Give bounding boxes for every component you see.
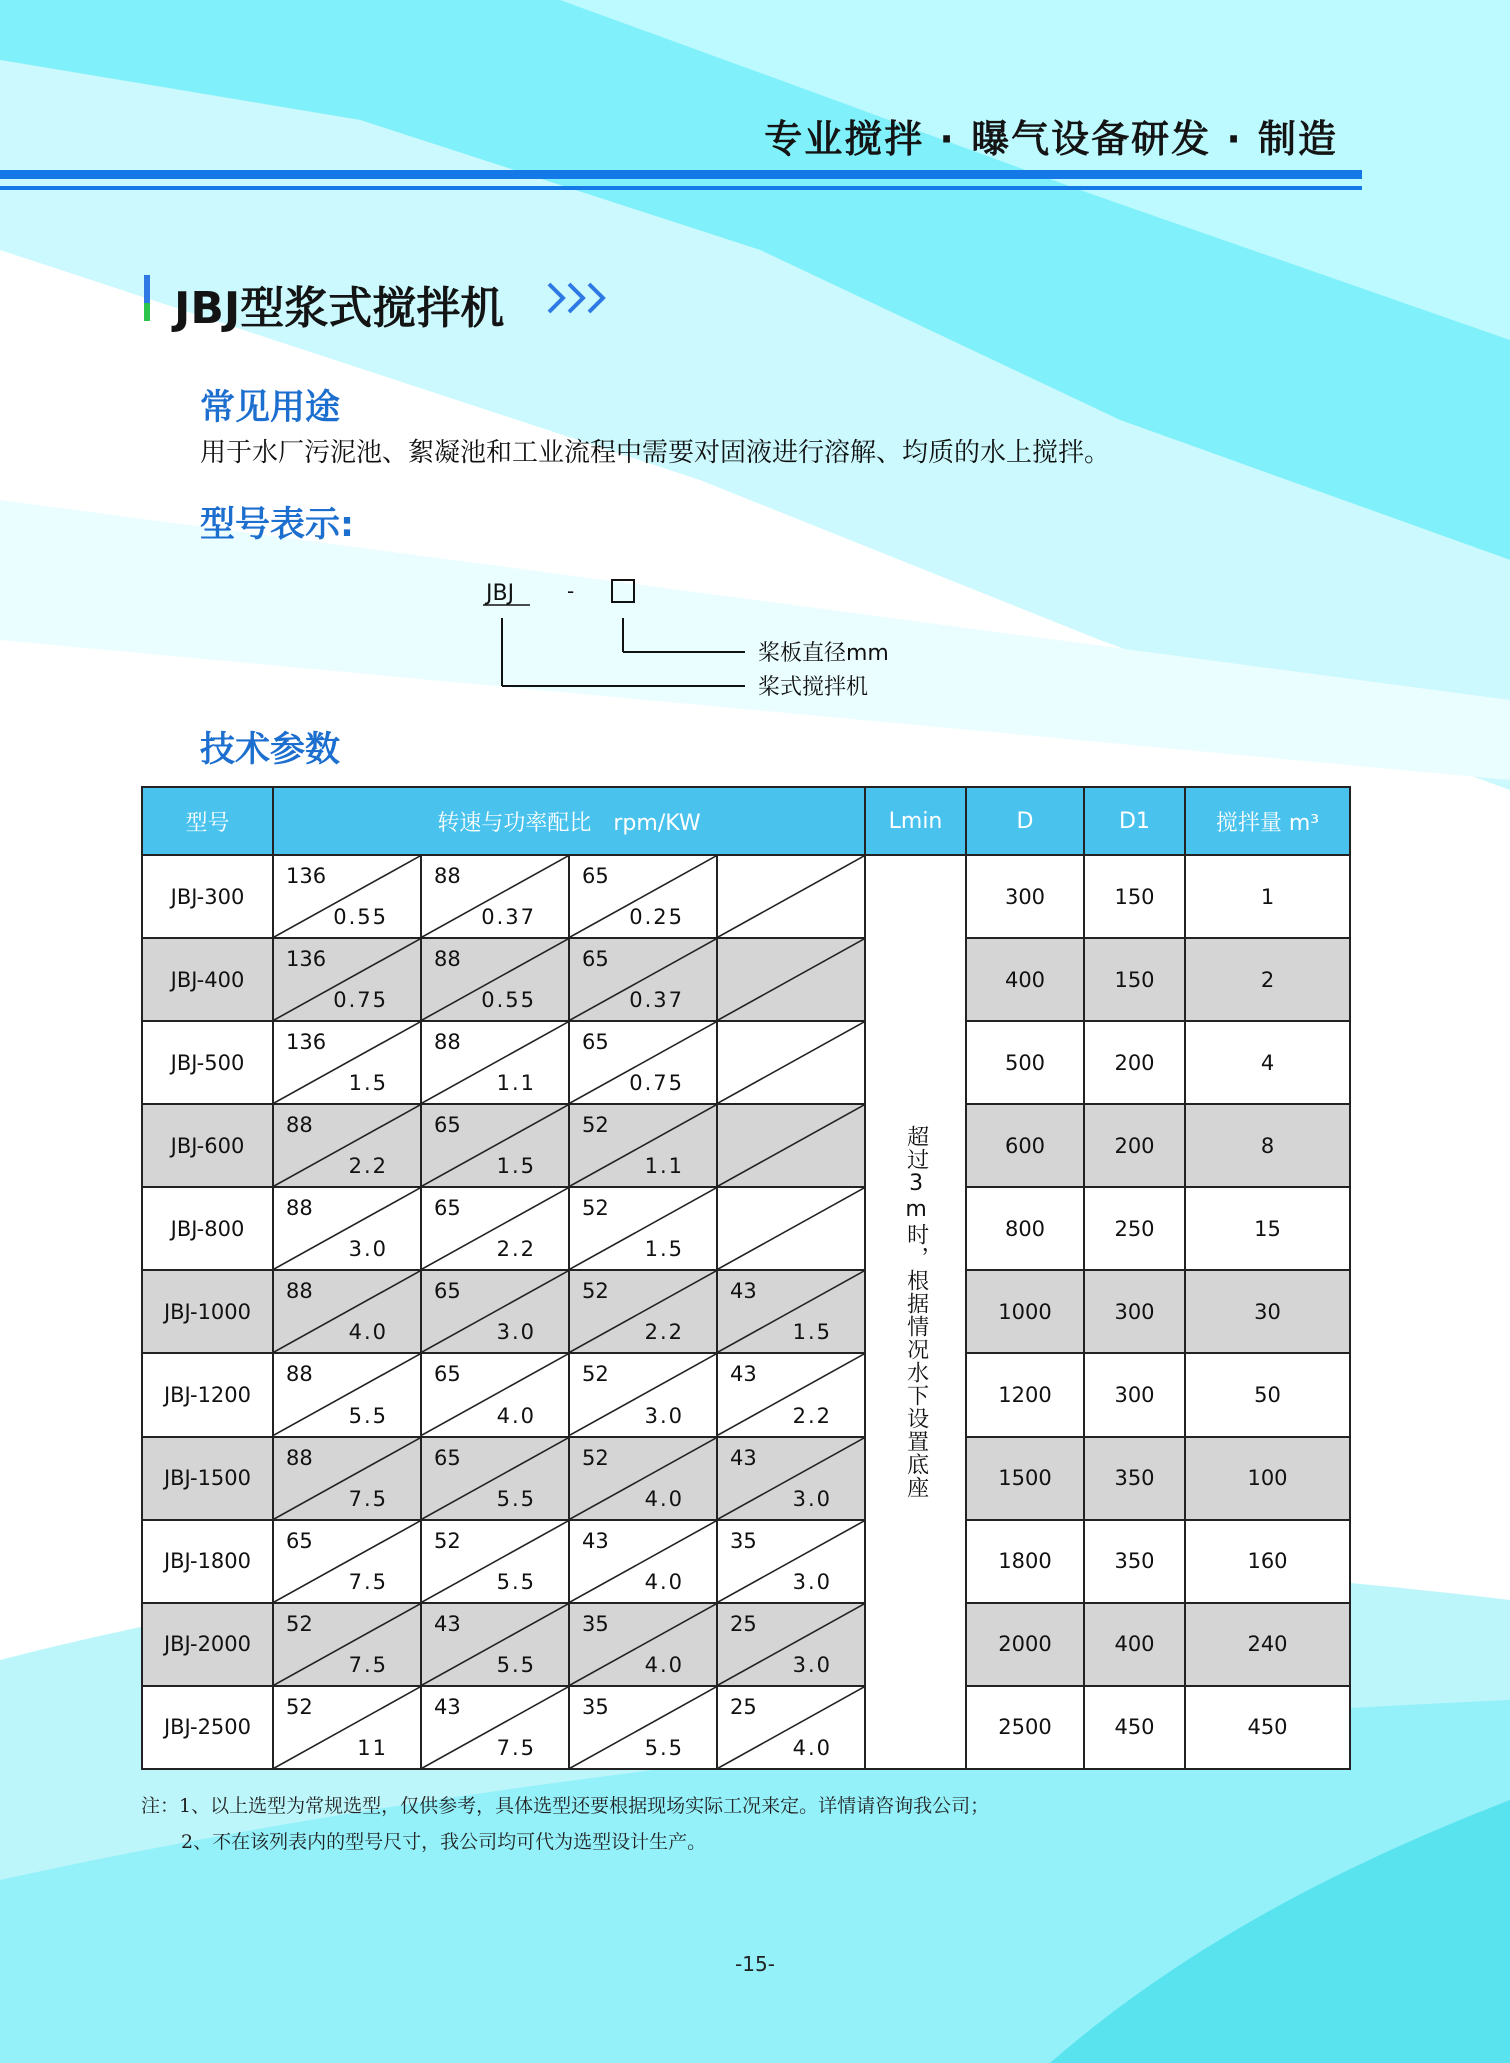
cell-volume: 450 (1185, 1686, 1350, 1769)
product-title: JBJ型浆式搅拌机 (174, 283, 505, 334)
cell-ratio (273, 1437, 421, 1520)
cell-ratio (421, 1104, 569, 1187)
page-number: -15- (735, 1952, 775, 1976)
cell-ratio (273, 855, 421, 938)
rpm-value: 43 (434, 1611, 461, 1636)
kw-value: 7.5 (348, 1569, 388, 1594)
cell-lmin-note (865, 855, 966, 1769)
table-row (142, 1603, 1350, 1686)
rpm-value: 43 (582, 1528, 609, 1553)
kw-value: 4.0 (792, 1736, 832, 1760)
cell-d: 2000 (966, 1603, 1084, 1686)
cell-ratio (569, 1686, 717, 1769)
kw-value: 3.0 (792, 1569, 832, 1594)
kw-value: 3.0 (792, 1486, 832, 1511)
kw-value: 0.55 (481, 988, 536, 1013)
notation-label-diameter: 桨板直径mm (758, 641, 889, 666)
cell-ratio (569, 1270, 717, 1353)
kw-value: 4.0 (644, 1486, 684, 1511)
cell-ratio (717, 1021, 865, 1104)
cell-d: 1800 (966, 1520, 1084, 1603)
kw-value: 3.0 (496, 1320, 536, 1345)
usage-heading: 常见用途 (200, 388, 341, 428)
col-header-d: D (966, 787, 1084, 855)
kw-value: 5.5 (644, 1736, 684, 1760)
table-row (142, 1021, 1350, 1104)
rpm-value: 52 (582, 1362, 609, 1387)
kw-value: 1.5 (792, 1320, 832, 1345)
cell-d: 1200 (966, 1353, 1084, 1436)
rpm-value: 35 (582, 1611, 609, 1636)
rpm-value: 35 (730, 1528, 757, 1553)
cell-d: 600 (966, 1104, 1084, 1187)
cell-model: JBJ-1800 (142, 1520, 273, 1603)
rpm-value: 65 (434, 1279, 461, 1304)
rpm-value: 88 (286, 1113, 313, 1138)
kw-value: 7.5 (348, 1486, 388, 1511)
col-header-d1: D1 (1084, 787, 1185, 855)
cell-ratio (569, 1187, 717, 1270)
rpm-value: 52 (286, 1611, 313, 1636)
cell-d1: 200 (1084, 1104, 1185, 1187)
cell-ratio (569, 1353, 717, 1436)
cell-ratio (421, 1353, 569, 1436)
cell-ratio (569, 1437, 717, 1520)
cell-ratio (273, 1104, 421, 1187)
cell-volume: 8 (1185, 1104, 1350, 1187)
rpm-value: 65 (434, 1113, 461, 1138)
cell-ratio (421, 938, 569, 1021)
cell-ratio (273, 1187, 421, 1270)
rpm-value: 88 (434, 1030, 461, 1055)
table-row (142, 1520, 1350, 1603)
cell-ratio (421, 1021, 569, 1104)
cell-volume: 4 (1185, 1021, 1350, 1104)
kw-value: 5.5 (496, 1652, 536, 1677)
kw-value: 2.2 (644, 1320, 684, 1345)
kw-value: 2.2 (792, 1403, 832, 1428)
kw-value: 3.0 (644, 1403, 684, 1428)
rpm-value: 52 (582, 1445, 609, 1470)
rpm-value: 65 (434, 1362, 461, 1387)
cell-ratio (717, 1603, 865, 1686)
kw-value: 0.37 (481, 905, 536, 930)
cell-ratio (717, 938, 865, 1021)
diagonal-divider (718, 1188, 864, 1269)
cell-ratio (569, 1104, 717, 1187)
cell-d: 500 (966, 1021, 1084, 1104)
cell-d1: 150 (1084, 938, 1185, 1021)
rpm-value: 65 (286, 1528, 313, 1553)
rpm-value: 43 (730, 1362, 757, 1387)
cell-ratio (717, 1520, 865, 1603)
rpm-value: 88 (286, 1445, 313, 1470)
kw-value: 3.0 (348, 1237, 388, 1262)
cell-model: JBJ-2000 (142, 1603, 273, 1686)
rpm-value: 88 (286, 1362, 313, 1387)
cell-d: 1000 (966, 1270, 1084, 1353)
kw-value: 5.5 (496, 1569, 536, 1594)
kw-value: 5.5 (496, 1486, 536, 1511)
kw-value: 0.55 (333, 905, 388, 930)
table-row (142, 1686, 1350, 1769)
cell-d1: 150 (1084, 855, 1185, 938)
table-row (142, 1437, 1350, 1520)
rpm-value: 52 (582, 1196, 609, 1221)
cell-ratio (717, 1187, 865, 1270)
cell-ratio (717, 1686, 865, 1769)
cell-model: JBJ-800 (142, 1187, 273, 1270)
cell-ratio (273, 1686, 421, 1769)
cell-model: JBJ-1200 (142, 1353, 273, 1436)
kw-value: 4.0 (348, 1320, 388, 1345)
rpm-value: 88 (286, 1196, 313, 1221)
cell-d: 1500 (966, 1437, 1084, 1520)
rpm-value: 25 (730, 1611, 757, 1636)
cell-volume: 50 (1185, 1353, 1350, 1436)
cell-ratio (421, 855, 569, 938)
cell-volume: 15 (1185, 1187, 1350, 1270)
kw-value: 0.75 (629, 1071, 684, 1096)
kw-value: 1.5 (348, 1071, 388, 1096)
cell-d1: 250 (1084, 1187, 1185, 1270)
rpm-value: 65 (434, 1196, 461, 1221)
kw-value: 11 (357, 1736, 388, 1760)
cell-ratio (273, 1270, 421, 1353)
rpm-value: 88 (434, 864, 461, 888)
lmin-note-text: 超过3m时，根据情况水下设置底座 (903, 1125, 929, 1499)
cell-d1: 400 (1084, 1603, 1185, 1686)
kw-value: 0.25 (629, 905, 684, 930)
cell-ratio (569, 1603, 717, 1686)
table-row (142, 938, 1350, 1021)
cell-model: JBJ-400 (142, 938, 273, 1021)
kw-value: 0.75 (333, 988, 388, 1013)
rpm-value: 25 (730, 1694, 757, 1719)
cell-ratio (273, 1353, 421, 1436)
cell-model: JBJ-1500 (142, 1437, 273, 1520)
kw-value: 1.5 (496, 1154, 536, 1179)
cell-volume: 100 (1185, 1437, 1350, 1520)
header-tagline: 专业搅拌 · 曝气设备研发 · 制造 (764, 117, 1338, 161)
rpm-value: 35 (582, 1694, 609, 1719)
rpm-value: 43 (434, 1694, 461, 1719)
model-notation-heading: 型号表示: (200, 505, 354, 545)
cell-d: 300 (966, 855, 1084, 938)
cell-volume: 1 (1185, 855, 1350, 938)
rpm-value: 65 (582, 864, 609, 888)
col-header-model: 型号 (142, 787, 273, 855)
cell-d: 400 (966, 938, 1084, 1021)
notation-label-type: 桨式搅拌机 (758, 675, 869, 700)
rpm-value: 88 (434, 947, 461, 972)
cell-ratio (717, 1353, 865, 1436)
cell-model: JBJ-2500 (142, 1686, 273, 1769)
cell-volume: 30 (1185, 1270, 1350, 1353)
spec-table (141, 786, 1351, 1770)
kw-value: 1.1 (496, 1071, 536, 1096)
cell-ratio (569, 938, 717, 1021)
rpm-value: 88 (286, 1279, 313, 1304)
cell-ratio (273, 938, 421, 1021)
cell-d1: 350 (1084, 1437, 1185, 1520)
cell-d1: 450 (1084, 1686, 1185, 1769)
table-row (142, 855, 1350, 938)
cell-d: 2500 (966, 1686, 1084, 1769)
cell-ratio (717, 1270, 865, 1353)
cell-ratio (273, 1603, 421, 1686)
diagonal-divider (718, 856, 864, 937)
kw-value: 2.2 (496, 1237, 536, 1262)
rpm-value: 65 (582, 947, 609, 972)
cell-model: JBJ-600 (142, 1104, 273, 1187)
table-row (142, 1353, 1350, 1436)
rpm-value: 52 (582, 1113, 609, 1138)
cell-ratio (421, 1437, 569, 1520)
cell-ratio (421, 1520, 569, 1603)
cell-d: 800 (966, 1187, 1084, 1270)
cell-ratio (421, 1187, 569, 1270)
cell-ratio (273, 1520, 421, 1603)
rpm-value: 52 (434, 1528, 461, 1553)
cell-volume: 240 (1185, 1603, 1350, 1686)
cell-ratio (717, 1437, 865, 1520)
rpm-value: 136 (286, 1030, 327, 1055)
cell-ratio (421, 1270, 569, 1353)
kw-value: 2.2 (348, 1154, 388, 1179)
notes (141, 1788, 989, 1860)
kw-value: 4.0 (644, 1652, 684, 1677)
kw-value: 7.5 (348, 1652, 388, 1677)
table-row (142, 1104, 1350, 1187)
cell-d1: 300 (1084, 1270, 1185, 1353)
rpm-value: 52 (582, 1279, 609, 1304)
table-row (142, 1270, 1350, 1353)
diagonal-divider (718, 1022, 864, 1103)
usage-text: 用于水厂污泥池、絮凝池和工业流程中需要对固液进行溶解、均质的水上搅拌。 (200, 438, 1111, 468)
note-1: 注：1、以上选型为常规选型，仅供参考，具体选型还要根据现场实际工况来定。详情请咨询我公司； (141, 1795, 990, 1817)
cell-ratio (569, 855, 717, 938)
kw-value: 1.5 (644, 1237, 684, 1262)
cell-d1: 350 (1084, 1520, 1185, 1603)
cell-ratio (421, 1603, 569, 1686)
note-2: 2、不在该列表内的型号尺寸，我公司均可代为选型设计生产。 (181, 1831, 707, 1853)
kw-value: 4.0 (644, 1569, 684, 1594)
cell-d1: 300 (1084, 1353, 1185, 1436)
rpm-value: 43 (730, 1445, 757, 1470)
cell-volume: 2 (1185, 938, 1350, 1021)
cell-model: JBJ-1000 (142, 1270, 273, 1353)
cell-volume: 160 (1185, 1520, 1350, 1603)
cell-model: JBJ-300 (142, 855, 273, 938)
cell-ratio (569, 1520, 717, 1603)
rpm-value: 43 (730, 1279, 757, 1304)
col-header-volume: 搅拌量 m³ (1185, 787, 1350, 855)
rpm-value: 65 (582, 1030, 609, 1055)
kw-value: 1.1 (644, 1154, 684, 1179)
table-row (142, 1187, 1350, 1270)
rpm-value: 136 (286, 947, 327, 972)
kw-value: 3.0 (792, 1652, 832, 1677)
diagonal-divider (718, 1105, 864, 1186)
cell-d1: 200 (1084, 1021, 1185, 1104)
kw-value: 7.5 (496, 1736, 536, 1760)
rpm-value: 65 (434, 1445, 461, 1470)
model-dash: - (567, 579, 575, 603)
table-header-row (142, 787, 1350, 855)
cell-ratio (273, 1021, 421, 1104)
col-header-lmin: Lmin (865, 787, 966, 855)
model-size-box (612, 580, 634, 602)
cell-ratio (717, 1104, 865, 1187)
specs-heading: 技术参数 (200, 730, 341, 770)
cell-model: JBJ-500 (142, 1021, 273, 1104)
table-body (142, 855, 1350, 1769)
rpm-value: 52 (286, 1694, 313, 1719)
kw-value: 0.37 (629, 988, 684, 1013)
col-header-ratio: 转速与功率配比 rpm/KW (273, 787, 865, 855)
diagonal-divider (718, 939, 864, 1020)
cell-ratio (421, 1686, 569, 1769)
kw-value: 5.5 (348, 1403, 388, 1428)
rpm-value: 136 (286, 864, 327, 888)
kw-value: 4.0 (496, 1403, 536, 1428)
cell-ratio (717, 855, 865, 938)
cell-ratio (569, 1021, 717, 1104)
model-code: JBJ (486, 581, 515, 606)
